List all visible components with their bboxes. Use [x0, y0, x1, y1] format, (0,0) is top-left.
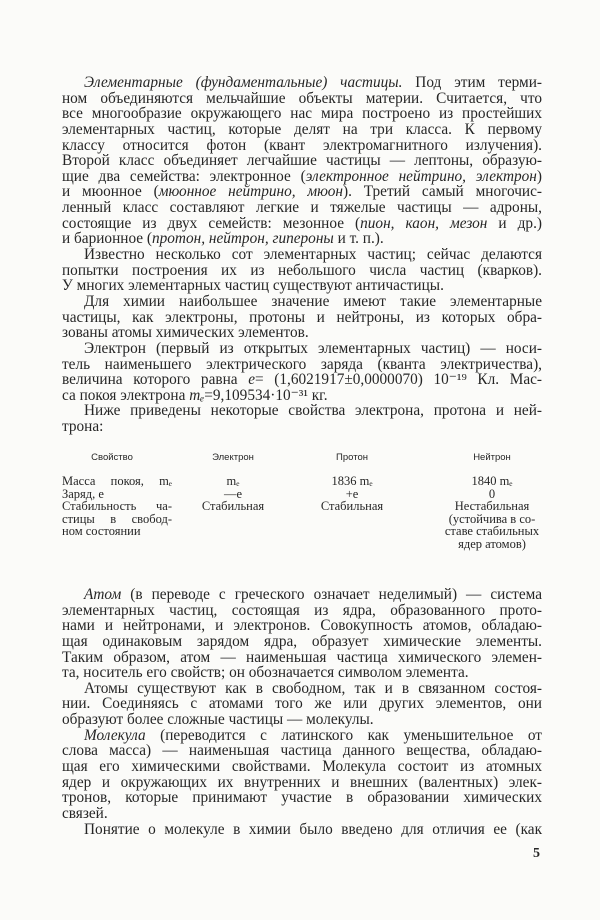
- table-cell-line: (устойчива в со-: [448, 511, 536, 526]
- paragraph: [62, 403, 542, 434]
- text-segment: и барионное (: [62, 230, 152, 248]
- text-line: [62, 200, 542, 216]
- text-line: [62, 153, 542, 169]
- table-cell-line: 0: [488, 486, 496, 501]
- text-line: [62, 341, 542, 357]
- text-line: [62, 665, 542, 681]
- paragraph: [62, 341, 542, 404]
- particle-properties-table: [62, 452, 542, 562]
- table-cell-line: Заряд, e: [62, 486, 104, 501]
- text-segment: (в переводе с греческого означает неделимый) — система: [121, 586, 542, 603]
- text-segment: щая одинаковым зарядом ядра, образует химические элементы.: [62, 632, 542, 650]
- text-segment: классу относится фотон (квант электромагнитного излучения).: [62, 136, 542, 154]
- paragraph: [62, 681, 542, 728]
- text-line: [62, 75, 542, 91]
- italic-term: мюонное нейтрино, мюон: [158, 183, 343, 201]
- text-line: [62, 822, 542, 838]
- table-header-neutron: Нейтрон: [473, 452, 511, 463]
- text-segment: Таким образом, атом — наименьшая частица химического элемен-: [62, 648, 542, 666]
- text-line: [62, 681, 542, 697]
- text-line: [62, 618, 542, 634]
- italic-term: Молекула: [84, 726, 146, 744]
- table-cell-line: Масса покоя, mₑ: [62, 474, 172, 488]
- text-line: [62, 138, 542, 154]
- page-number: 5: [533, 846, 540, 861]
- text-line: [62, 106, 542, 122]
- text-segment: ): [536, 167, 542, 185]
- text-segment: щая его химическими свойствами. Молекула состоит из атомных: [62, 758, 542, 776]
- text-segment: ном объединяются мельчайшие объекты материи. Считается, что: [62, 89, 542, 107]
- paragraph: [62, 294, 542, 341]
- text-segment: трона:: [62, 418, 104, 436]
- text-line: [62, 419, 542, 435]
- text-segment: са покоя электрона: [62, 386, 190, 404]
- text-segment: и т. п.).: [333, 230, 384, 248]
- text-segment: все многообразие окружающего нас мира построено из простейших: [62, 105, 542, 123]
- text-line: [62, 294, 542, 310]
- text-segment: Для химии наибольшее значение имеют такие элементарные: [84, 292, 542, 310]
- text-line: [62, 184, 542, 200]
- text-line: [62, 759, 542, 775]
- text-segment: Второй класс объединяет легчайшие частицы — лептоны, образую-: [62, 152, 542, 170]
- text-line: [62, 634, 542, 650]
- text-section-top: [62, 75, 542, 435]
- text-section-bottom: [62, 587, 542, 837]
- text-line: [62, 216, 542, 232]
- text-segment: Под этим терми-: [402, 74, 543, 91]
- italic-term: пион, каон, мезон: [360, 214, 488, 232]
- text-line: [62, 743, 542, 759]
- text-segment: зованы атомы химических элементов.: [62, 324, 309, 342]
- table-cell-line: Стабильность ча-: [62, 499, 172, 513]
- text-line: [62, 372, 542, 388]
- text-segment: величина которого равна: [62, 371, 249, 389]
- text-line: [62, 231, 542, 247]
- text-segment: элементарных частиц, которые делят на три класса. К первому: [62, 120, 542, 138]
- text-segment: У многих элементарных частиц существуют античастицы.: [62, 277, 444, 295]
- text-line: [62, 247, 542, 263]
- italic-term: электронное нейтрино, электрон: [305, 167, 537, 185]
- text-segment: образуют более сложные частицы — молекулы.: [62, 711, 374, 729]
- text-line: [62, 357, 542, 373]
- column-neutron: [445, 475, 539, 550]
- text-line: [62, 806, 542, 822]
- text-segment: та, носитель его свойств; он обозначается символом элемента.: [62, 664, 469, 682]
- text-line: [62, 775, 542, 791]
- text-line: [62, 325, 542, 341]
- table-cell-line: Стабильная: [201, 499, 265, 513]
- text-segment: попытки построения их из небольшого числа частиц (кварков).: [62, 261, 542, 279]
- text-segment: и мюонное (: [62, 183, 159, 201]
- text-segment: =9,109534·10⁻³¹ кг.: [204, 386, 328, 404]
- table-header-property: Свойство: [91, 452, 133, 463]
- table-cell-line: 1840 mₑ: [471, 474, 513, 488]
- paragraph: [62, 75, 542, 247]
- text-line: [62, 603, 542, 619]
- paragraph: [62, 728, 542, 822]
- text-segment: Электрон (первый из открытых элементарных частиц) — носи-: [84, 339, 542, 357]
- text-segment: Атомы существуют как в свободном, так и в связанном состоя-: [84, 679, 542, 697]
- table-cell-line: Нестабильная: [454, 499, 530, 513]
- text-line: [62, 122, 542, 138]
- text-segment: ядер и окружающих их внутренних и внешних (валентных) элек-: [62, 773, 542, 791]
- text-segment: Известно несколько сот элементарных частиц; сейчас делаются: [84, 246, 542, 264]
- text-segment: Понятие о молекуле в химии было введено для отличия ее (как: [84, 820, 542, 838]
- text-line: [62, 790, 542, 806]
- paragraph: [62, 822, 542, 838]
- text-segment: и др.): [487, 214, 542, 232]
- table-cell-line: ставе стабильных: [444, 524, 540, 538]
- text-segment: щие два семейства: электронное (: [62, 167, 306, 185]
- column-proton: [321, 475, 383, 513]
- table-cell-line: стицы в свобод-: [62, 511, 172, 526]
- text-segment: тронов, которые принимают участие в образовании химических: [62, 789, 542, 807]
- text-segment: элементарных частиц, состоящая из ядра, образованного прото-: [62, 601, 542, 619]
- text-segment: нами и нейтронами, и электронов. Совокупность атомов, обладаю-: [62, 617, 542, 635]
- table-cell-line: ном состоянии: [62, 524, 141, 538]
- text-segment: тель наименьшего электрического заряда (кванта электричества),: [62, 355, 542, 373]
- italic-term: Элементарные (фундаментальные) частицы.: [84, 74, 403, 91]
- text-line: [62, 650, 542, 666]
- text-line: [62, 712, 542, 728]
- table-cell-line: mₑ: [226, 474, 240, 488]
- text-segment: частицы, как электроны, протоны и нейтроны, из которых обра-: [62, 308, 542, 326]
- table-header-electron: Электрон: [212, 452, 254, 463]
- paragraph: [62, 587, 542, 681]
- column-electron: [202, 475, 264, 513]
- text-line: [62, 263, 542, 279]
- text-line: [62, 169, 542, 185]
- text-segment: слова масса) — наименьшая частица данного вещества, обладаю-: [62, 742, 542, 760]
- text-line: [62, 403, 542, 419]
- text-segment: = (1,6021917±0,0000070) 10⁻¹⁹ Кл. Мас-: [255, 371, 542, 389]
- italic-term: протон, нейтрон, гипероны: [151, 230, 334, 248]
- italic-term: e: [248, 371, 255, 389]
- column-property: [62, 475, 172, 538]
- table-cell-line: +e: [345, 486, 359, 501]
- text-line: [62, 388, 542, 404]
- text-line: [62, 278, 542, 294]
- table-cell-line: 1836 mₑ: [331, 474, 373, 488]
- text-segment: Ниже приведены некоторые свойства электрона, протона и ней-: [84, 402, 542, 420]
- table-cell-line: Стабильная: [320, 499, 384, 513]
- table-cell-line: —e: [223, 486, 243, 501]
- text-line: [62, 310, 542, 326]
- text-line: [62, 587, 542, 603]
- text-segment: ). Третий самый многочис-: [343, 183, 543, 201]
- text-line: [62, 728, 542, 744]
- text-segment: (переводится с латинского как уменьшительное от: [145, 726, 542, 744]
- table-cell-line: ядер атомов): [458, 536, 526, 551]
- italic-term: mₑ: [189, 386, 205, 404]
- italic-term: Атом: [84, 586, 122, 603]
- text-segment: связей.: [62, 804, 108, 822]
- text-segment: нии. Соединяясь с атомами того же или других элементов, они: [62, 695, 542, 713]
- text-line: [62, 91, 542, 107]
- text-segment: состоящие из двух семейств: мезонное (: [62, 214, 361, 232]
- table-header-proton: Протон: [336, 452, 368, 463]
- text-line: [62, 696, 542, 712]
- text-segment: ленный класс составляют легкие и тяжелые частицы — адроны,: [62, 199, 542, 217]
- paragraph: [62, 247, 542, 294]
